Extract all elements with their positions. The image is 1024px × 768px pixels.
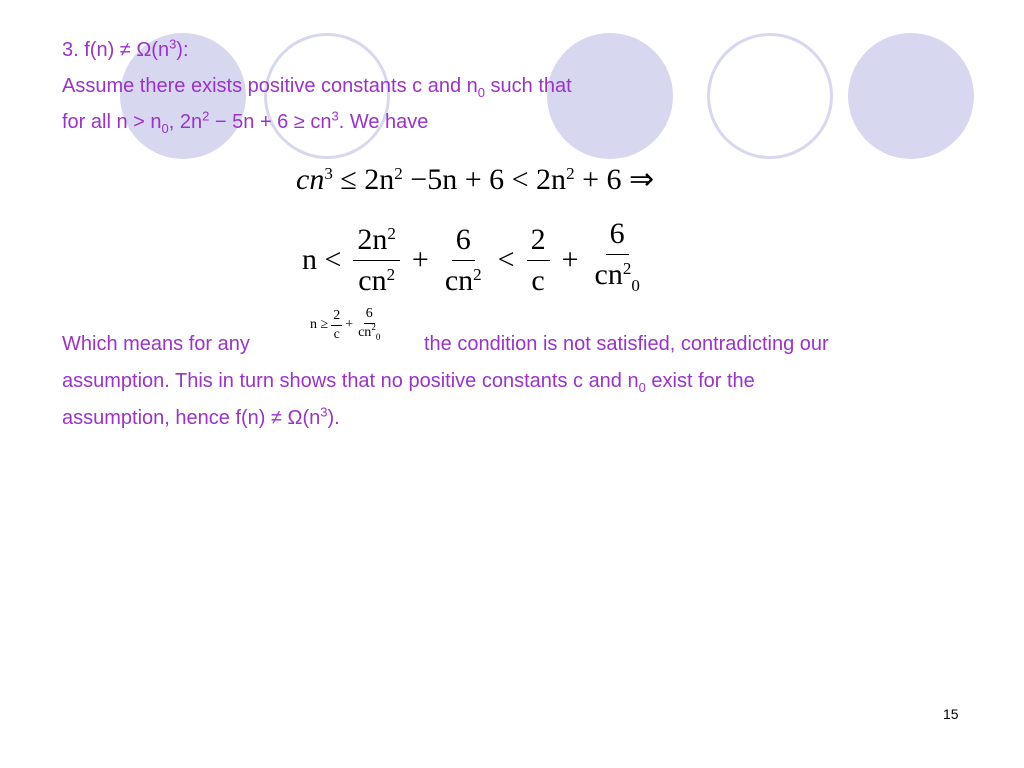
page-number: 15 (943, 706, 959, 722)
conclusion-line-1a: Which means for any (62, 333, 250, 355)
inequality-1: $cn^3 \le 2n^2 -5n + 6 < 2n^2 + 6$ ⇒ (296, 163, 655, 196)
condition-line: for all $n > n_0$, $2n^2 - 5n + 6 \ge cn^3$. We have (62, 108, 429, 136)
fraction-2-over-c: $\frac{2}{c}$ (527, 222, 550, 299)
slide-heading: 3. $f(n) \ne \Omega(n^3)$: (62, 36, 189, 61)
decor-circle-4 (707, 33, 833, 159)
conclusion-line-2: assumption. This in turn shows that no positive constants c and $n_0$ exist for the (62, 370, 755, 395)
inequality-2: n < $\frac{2n^2}{cn^2}$ + $\frac{6}{cn^2}$ < $\frac{2}{c}$ + $\frac{6}{cn^2_0}$ (296, 216, 650, 304)
fraction-6-over-cn0-2: $\frac{6}{cn^2_0}$ (594, 217, 640, 295)
assumption-line: Assume there exists positive constants c and $n_0$ such that (62, 75, 572, 100)
fraction-6-over-cn2: $\frac{6}{cn^2}$ (444, 222, 482, 297)
fraction-2n2-over-cn2: $\frac{2n^2}{cn^2}$ (353, 222, 400, 299)
conclusion-line-3: assumption, hence $f(n) \ne \Omega(n^3)$. (62, 404, 340, 429)
inline-inequality: n ≥ $\frac{2}{c}$ + $\frac{6}{cn^2_0}$ (310, 306, 381, 342)
decor-circle-5 (848, 33, 974, 159)
conclusion-line-1b: the condition is not satisfied, contradicting our (424, 333, 829, 355)
